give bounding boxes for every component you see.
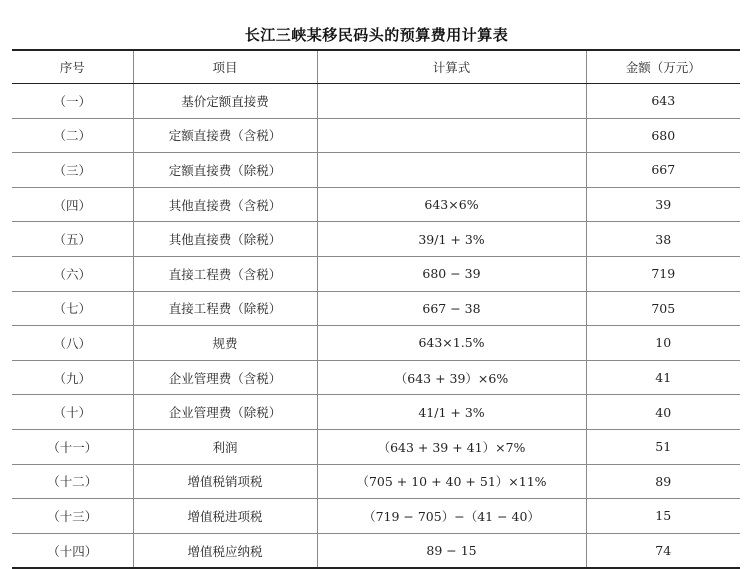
cell-formula: 39/1 + 3% <box>317 222 586 257</box>
cell-index: （四） <box>12 187 133 222</box>
cell-amount: 10 <box>586 326 740 361</box>
cell-amount: 38 <box>586 222 740 257</box>
cell-amount: 719 <box>586 256 740 291</box>
table-row <box>12 256 740 291</box>
cell-index: （三） <box>12 153 133 188</box>
table-row <box>12 533 740 568</box>
cell-formula: 41/1 + 3% <box>317 395 586 430</box>
table-row <box>12 395 740 430</box>
cell-index: （十一） <box>12 429 133 464</box>
table-row <box>12 291 740 326</box>
table-header-row <box>12 50 740 84</box>
cell-index: （二） <box>12 118 133 153</box>
cell-formula: （643 + 39）×6% <box>317 360 586 395</box>
cell-item: 利润 <box>133 429 317 464</box>
cell-item: 其他直接费（除税） <box>133 222 317 257</box>
cell-formula: （719 − 705）−（41 − 40） <box>317 499 586 534</box>
cell-item: 规费 <box>133 326 317 361</box>
header-amount: 金额（万元） <box>586 50 740 84</box>
cell-formula: （705 + 10 + 40 + 51）×11% <box>317 464 586 499</box>
cell-item: 增值税销项税 <box>133 464 317 499</box>
cell-amount: 41 <box>586 360 740 395</box>
header-item: 项目 <box>133 50 317 84</box>
cell-index: （十三） <box>12 499 133 534</box>
table-title: 长江三峡某移民码头的预算费用计算表 <box>244 26 509 44</box>
cell-index: （十） <box>12 395 133 430</box>
cell-amount: 680 <box>586 118 740 153</box>
cell-item: 企业管理费（除税） <box>133 395 317 430</box>
cell-item: 定额直接费（含税） <box>133 118 317 153</box>
cell-index: （八） <box>12 326 133 361</box>
budget-table <box>12 49 740 569</box>
cell-item: 企业管理费（含税） <box>133 360 317 395</box>
cell-index: （一） <box>12 84 133 119</box>
cell-amount: 705 <box>586 291 740 326</box>
header-formula: 计算式 <box>317 50 586 84</box>
cell-formula: 667 − 38 <box>317 291 586 326</box>
cell-formula <box>317 118 586 153</box>
cell-formula <box>317 84 586 119</box>
cell-index: （九） <box>12 360 133 395</box>
cell-index: （七） <box>12 291 133 326</box>
table-row <box>12 360 740 395</box>
table-row <box>12 464 740 499</box>
cell-item: 增值税应纳税 <box>133 533 317 568</box>
cell-amount: 39 <box>586 187 740 222</box>
cell-amount: 74 <box>586 533 740 568</box>
cell-item: 直接工程费（除税） <box>133 291 317 326</box>
table-row <box>12 429 740 464</box>
cell-amount: 643 <box>586 84 740 119</box>
cell-amount: 15 <box>586 499 740 534</box>
table-row <box>12 118 740 153</box>
cell-formula: 680 − 39 <box>317 256 586 291</box>
table-row <box>12 499 740 534</box>
table-row <box>12 187 740 222</box>
cell-formula: 643×6% <box>317 187 586 222</box>
cell-item: 直接工程费（含税） <box>133 256 317 291</box>
cell-index: （十二） <box>12 464 133 499</box>
header-index: 序号 <box>12 50 133 84</box>
table-row <box>12 84 740 119</box>
cell-formula: 643×1.5% <box>317 326 586 361</box>
cell-item: 其他直接费（含税） <box>133 187 317 222</box>
cell-index: （五） <box>12 222 133 257</box>
cell-amount: 89 <box>586 464 740 499</box>
cell-index: （六） <box>12 256 133 291</box>
cell-item: 增值税进项税 <box>133 499 317 534</box>
cell-item: 基价定额直接费 <box>133 84 317 119</box>
table-row <box>12 222 740 257</box>
cell-index: （十四） <box>12 533 133 568</box>
table-row <box>12 153 740 188</box>
table-body <box>12 84 740 569</box>
table-row <box>12 326 740 361</box>
cell-formula: （643 + 39 + 41）×7% <box>317 429 586 464</box>
cell-amount: 40 <box>586 395 740 430</box>
cell-formula <box>317 153 586 188</box>
cell-formula: 89 − 15 <box>317 533 586 568</box>
cell-amount: 667 <box>586 153 740 188</box>
cell-amount: 51 <box>586 429 740 464</box>
cell-item: 定额直接费（除税） <box>133 153 317 188</box>
